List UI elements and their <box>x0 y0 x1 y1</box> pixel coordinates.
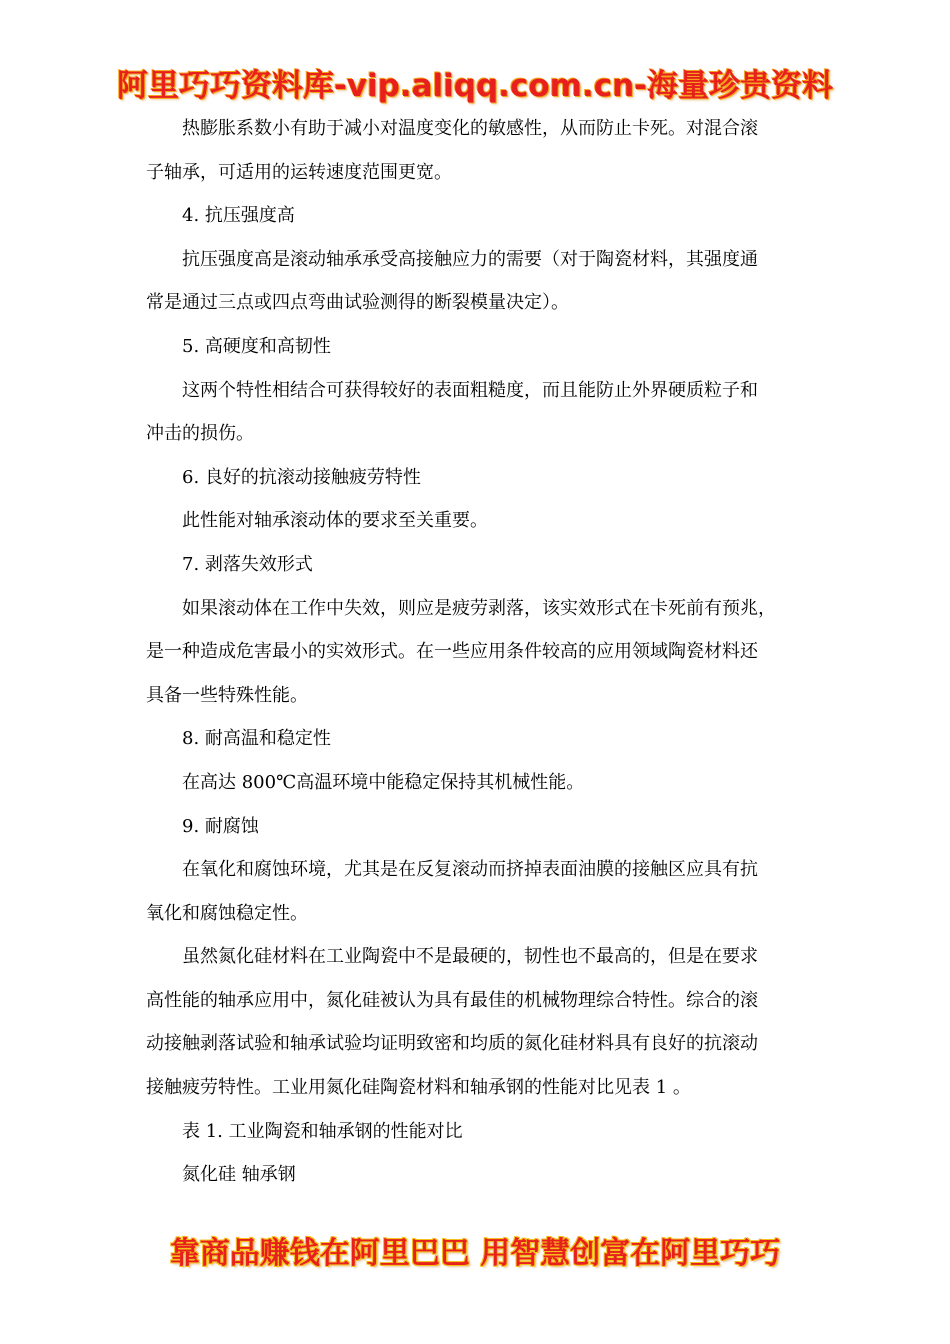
footer-banner: 靠商品赚钱在阿里巴巴 用智慧创富在阿里巧巧 <box>169 1236 781 1271</box>
text-line: 氧化和腐蚀稳定性。 <box>146 902 308 924</box>
text-line: 接触疲劳特性。工业用氮化硅陶瓷材料和轴承钢的性能对比见表 1 。 <box>146 1077 691 1099</box>
header-banner: 阿里巧巧资料库-vip.aliqq.com.cn-海量珍贵资料 <box>116 68 834 104</box>
text-line: 抗压强度高是滚动轴承承受高接触应力的需要（对于陶瓷材料，其强度通 <box>182 248 758 270</box>
text-line: 冲击的损伤。 <box>146 423 254 445</box>
section-heading: 7. 剥落失效形式 <box>182 553 313 575</box>
table-caption: 表 1. 工业陶瓷和轴承钢的性能对比 <box>182 1120 463 1142</box>
section-heading: 4. 抗压强度高 <box>182 205 295 227</box>
section-heading: 5. 高硬度和高韧性 <box>182 335 331 357</box>
text-line: 是一种造成危害最小的实效形式。在一些应用条件较高的应用领域陶瓷材料还 <box>146 641 758 663</box>
text-line: 高性能的轴承应用中，氮化硅被认为具有最佳的机械物理综合特性。综合的滚 <box>146 989 758 1011</box>
text-line: 热膨胀系数小有助于减小对温度变化的敏感性，从而防止卡死。对混合滚 <box>182 118 758 139</box>
text-line: 具备一些特殊性能。 <box>146 684 308 706</box>
section-heading: 8. 耐高温和稳定性 <box>182 728 331 750</box>
section-heading: 6. 良好的抗滚动接触疲劳特性 <box>182 466 421 488</box>
document-body <box>146 107 802 1197</box>
text-line: 此性能对轴承滚动体的要求至关重要。 <box>182 510 488 532</box>
text-line: 如果滚动体在工作中失效，则应是疲劳剥落，该实效形式在卡死前有预兆， <box>182 597 776 619</box>
text-line: 在高达 800℃高温环境中能稳定保持其机械性能。 <box>182 771 585 793</box>
text-line: 动接触剥落试验和轴承试验均证明致密和均质的氮化硅材料具有良好的抗滚动 <box>146 1033 758 1055</box>
text-line: 这两个特性相结合可获得较好的表面粗糙度，而且能防止外界硬质粒子和 <box>182 379 758 401</box>
text-line: 常是通过三点或四点弯曲试验测得的断裂模量决定）。 <box>146 292 569 314</box>
text-line: 子轴承，可适用的运转速度范围更宽。 <box>146 161 452 183</box>
text-line: 虽然氮化硅材料在工业陶瓷中不是最硬的，韧性也不最高的，但是在要求 <box>182 946 758 968</box>
table-header: 氮化硅 轴承钢 <box>182 1164 296 1186</box>
section-heading: 9. 耐腐蚀 <box>182 815 259 837</box>
text-line: 在氧化和腐蚀环境，尤其是在反复滚动而挤掉表面油膜的接触区应具有抗 <box>182 859 758 881</box>
